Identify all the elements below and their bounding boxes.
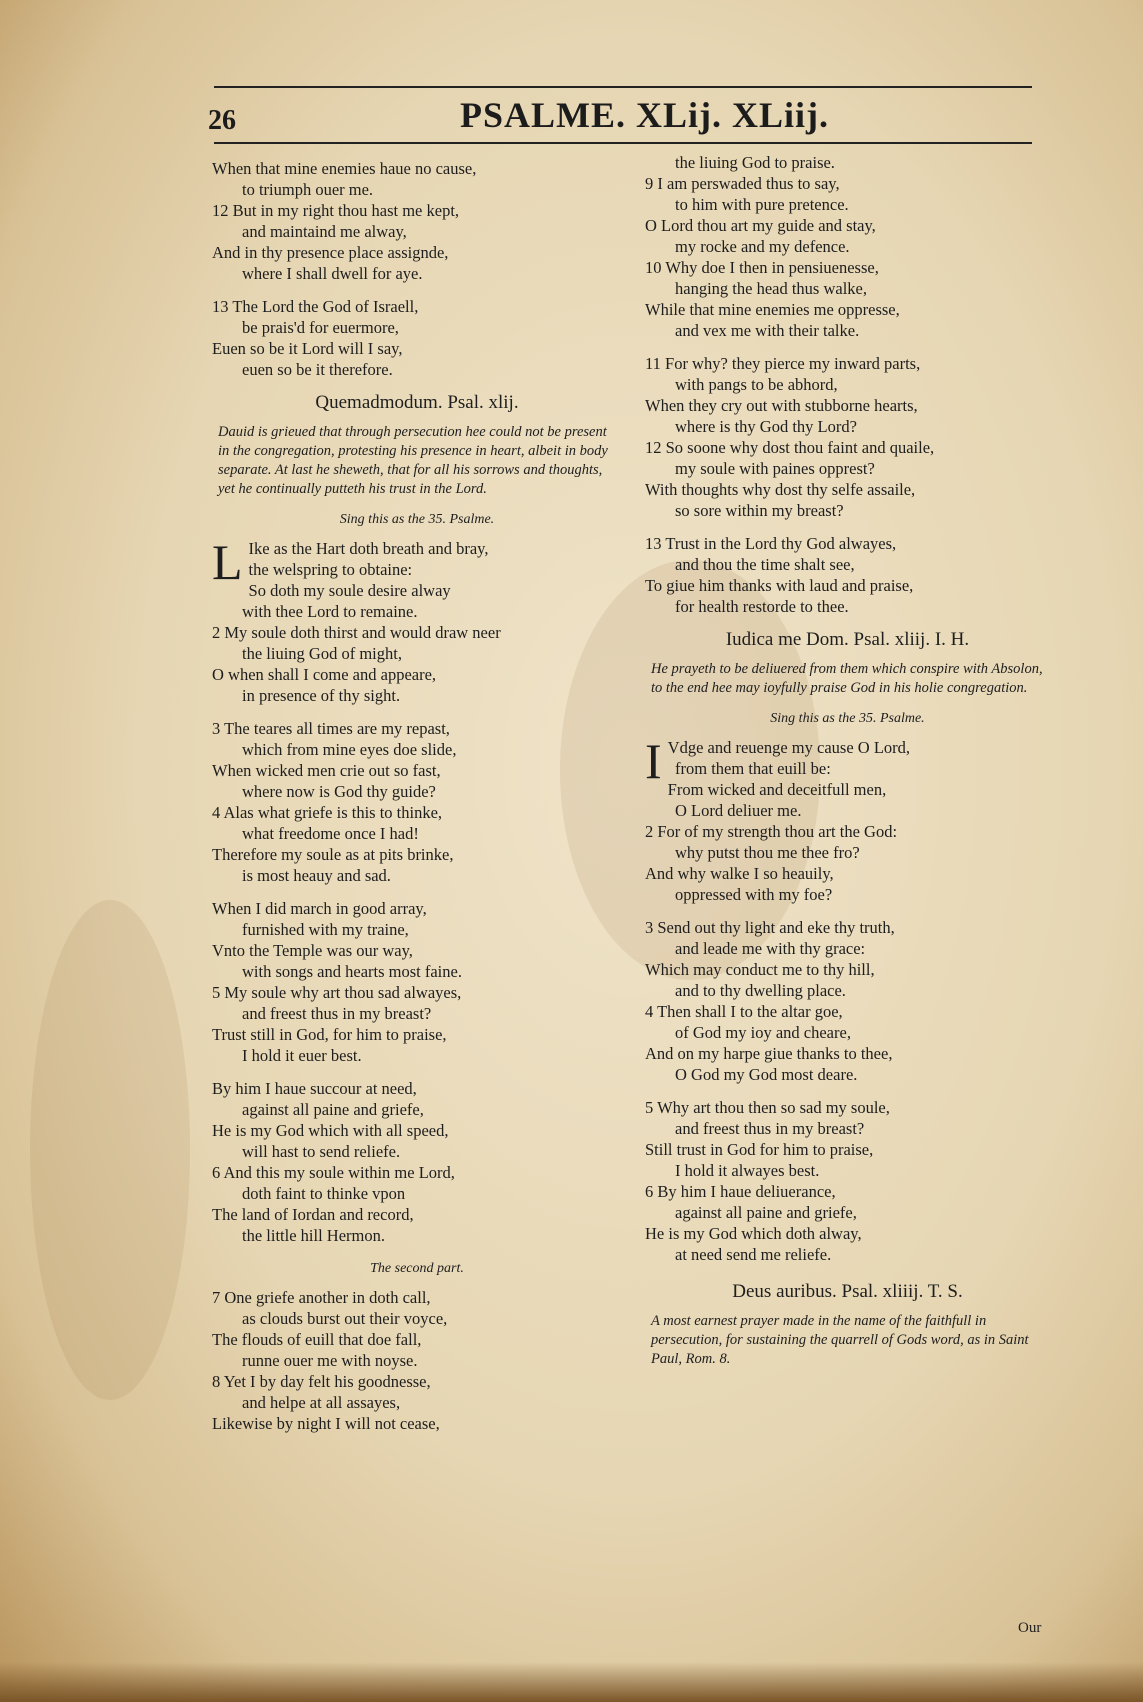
verse-line: 4 Alas what griefe is this to thinke,: [212, 803, 443, 822]
psalm-42-tune: Sing this as the 35. Psalme.: [339, 512, 495, 527]
page-edge: [0, 1662, 1143, 1702]
verse-line: 10 Why doe I then in pensiuenesse,: [645, 258, 879, 277]
second-part-heading: The second part.: [370, 1261, 464, 1276]
verse-line: the liuing God of might,: [242, 644, 402, 663]
verse-line: and to thy dwelling place.: [675, 981, 846, 1000]
psalm-42-title: Quemadmodum. Psal. xlij.: [315, 392, 519, 413]
verse-line: 8 Yet I by day felt his goodnesse,: [212, 1372, 431, 1391]
verse-line: With thoughts why dost thy selfe assaile,: [645, 480, 916, 499]
verse-line: By him I haue succour at need,: [212, 1079, 417, 1098]
paper-stain: [30, 900, 190, 1400]
verse-line: Likewise by night I will not cease,: [212, 1414, 440, 1433]
verse-line: and thou the time shalt see,: [675, 555, 855, 574]
verse-line: hanging the head thus walke,: [675, 279, 867, 298]
verse-line: 9 I am perswaded thus to say,: [645, 174, 840, 193]
verse-line: He is my God which with all speed,: [212, 1121, 449, 1140]
verse-line: While that mine enemies me oppresse,: [645, 300, 900, 319]
psalm-44-title: Deus auribus. Psal. xliiij. T. S.: [732, 1281, 963, 1302]
verse-line: I hold it euer best.: [242, 1046, 362, 1065]
verse-line: with songs and hearts most faine.: [242, 962, 462, 981]
verse-line: will hast to send reliefe.: [242, 1142, 401, 1161]
verse-line: 13 The Lord the God of Israell,: [212, 297, 419, 316]
verse-line: The flouds of euill that doe fall,: [212, 1330, 422, 1349]
verse-line: with pangs to be abhord,: [675, 375, 838, 394]
verse-line: 5 Why art thou then so sad my soule,: [645, 1098, 890, 1117]
drop-cap-letter: L: [212, 534, 243, 590]
verse-line: 11 For why? they pierce my inward parts,: [645, 354, 921, 373]
psalm-42-argument: Dauid is grieued that through persecution hee could not be present in the congregation, protesting his presence in heart, albeit in body separate. At last he sheweth, that for all his sorrows and thoughts, yet he continually putteth his trust in the Lord.: [218, 424, 608, 497]
verse-line: my rocke and my defence.: [675, 237, 850, 256]
verse-line: to him with pure pretence.: [675, 195, 849, 214]
stanza-gap: [212, 1066, 622, 1078]
verse-line: 7 One griefe another in doth call,: [212, 1288, 431, 1307]
psalm-43-argument: He prayeth to be deliuered from them which conspire with Absolon, to the end hee may ioyfully praise God in his holie congregation.: [651, 661, 1043, 696]
header-rule-bottom: [214, 142, 1032, 144]
psalm-43-tune: Sing this as the 35. Psalme.: [770, 711, 925, 726]
right-column: [645, 152, 1050, 1369]
verse-line: and leade me with thy grace:: [675, 939, 866, 958]
verse-line: He is my God which doth alway,: [645, 1224, 862, 1243]
page-number: 26: [208, 105, 236, 136]
verse-line: When wicked men crie out so fast,: [212, 761, 441, 780]
verse-line: where I shall dwell for aye.: [242, 264, 423, 283]
verse-line: with thee Lord to remaine.: [242, 602, 418, 621]
verse-line: and maintaind me alway,: [242, 222, 407, 241]
verse-line: against all paine and griefe,: [242, 1100, 424, 1119]
verse-line: 6 And this my soule within me Lord,: [212, 1163, 455, 1182]
verse-line: 5 My soule why art thou sad alwayes,: [212, 983, 462, 1002]
psalm-42-second-part: [212, 1287, 622, 1434]
verse-line: Still trust in God for him to praise,: [645, 1140, 874, 1159]
verse-line: where now is God thy guide?: [242, 782, 436, 801]
stanza-gap: [645, 341, 1050, 353]
verse-line: And why walke I so heauily,: [645, 864, 834, 883]
stanza-gap: [645, 1085, 1050, 1097]
verse-line: From wicked and deceitfull men,: [667, 780, 887, 799]
verse-line: And in thy presence place assignde,: [212, 243, 449, 262]
verse-line: for health restorde to thee.: [675, 597, 849, 616]
header-rule-top: [214, 86, 1032, 88]
verse-line: is most heauy and sad.: [242, 866, 391, 885]
verse-line: 2 My soule doth thirst and would draw neer: [212, 623, 501, 642]
verse-line: 13 Trust in the Lord thy God alwayes,: [645, 534, 897, 553]
verse-line: 3 The teares all times are my repast,: [212, 719, 450, 738]
verse-line: the welspring to obtaine:: [248, 560, 413, 579]
verse-line: and freest thus in my breast?: [675, 1119, 865, 1138]
verse-line: where is thy God thy Lord?: [675, 417, 857, 436]
left-column: [212, 158, 622, 1434]
psalm-43-verses: [645, 733, 1050, 1265]
verse-line: Vdge and reuenge my cause O Lord,: [667, 738, 911, 757]
verse-line: Euen so be it Lord will I say,: [212, 339, 403, 358]
verse-line: be prais'd for euermore,: [242, 318, 399, 337]
verse-line: the liuing God to praise.: [675, 153, 835, 172]
stanza-gap: [212, 284, 622, 296]
verse-line: from them that euill be:: [675, 759, 831, 778]
psalm-44-argument: A most earnest prayer made in the name of the faithfull in persecution, for sustaining the quarrell of Gods word, as in Saint Paul, Rom. 8.: [651, 1313, 1029, 1367]
verse-line: When I did march in good array,: [212, 899, 427, 918]
verse-line: 12 But in my right thou hast me kept,: [212, 201, 460, 220]
verse-line: and helpe at all assayes,: [242, 1393, 401, 1412]
verse-line: To giue him thanks with laud and praise,: [645, 576, 914, 595]
verse-line: 6 By him I haue deliuerance,: [645, 1182, 836, 1201]
verse-line: the little hill Hermon.: [242, 1226, 385, 1245]
stanza-gap: [212, 886, 622, 898]
verse-line: oppressed with my foe?: [675, 885, 833, 904]
verse-line: O God my God most deare.: [675, 1065, 858, 1084]
stanza-gap: [212, 706, 622, 718]
verse-line: O Lord deliuer me.: [675, 801, 802, 820]
verse-line: runne ouer me with noyse.: [242, 1351, 418, 1370]
psalm-42-verses: [212, 534, 622, 1246]
verse-line: against all paine and griefe,: [675, 1203, 857, 1222]
verse-line: to triumph ouer me.: [242, 180, 374, 199]
verse-line: Which may conduct me to thy hill,: [645, 960, 875, 979]
verse-line: I hold it alwayes best.: [675, 1161, 820, 1180]
verse-line: in presence of thy sight.: [242, 686, 401, 705]
verse-line: doth faint to thinke vpon: [242, 1184, 406, 1203]
verse-line: why putst thou me thee fro?: [675, 843, 860, 862]
verse-line: which from mine eyes doe slide,: [242, 740, 457, 759]
psalm-43-title: Iudica me Dom. Psal. xliij. I. H.: [725, 629, 970, 650]
verse-line: Trust still in God, for him to praise,: [212, 1025, 447, 1044]
verse-line: O when shall I come and appeare,: [212, 665, 437, 684]
verse-line: 2 For of my strength thou art the God:: [645, 822, 898, 841]
verse-line: of God my ioy and cheare,: [675, 1023, 851, 1042]
stanza-gap: [645, 521, 1050, 533]
verse-line: 4 Then shall I to the altar goe,: [645, 1002, 843, 1021]
verse-line: O Lord thou art my guide and stay,: [645, 216, 876, 235]
psalm-42-continuation: [212, 158, 622, 380]
verse-line: 12 So soone why dost thou faint and quaile,: [645, 438, 935, 457]
verse-line: at need send me reliefe.: [675, 1245, 832, 1264]
verse-line: Therefore my soule as at pits brinke,: [212, 845, 454, 864]
verse-line: and vex me with their talke.: [675, 321, 860, 340]
stanza-gap: [645, 905, 1050, 917]
verse-line: When that mine enemies haue no cause,: [212, 159, 477, 178]
verse-line: my soule with paines opprest?: [675, 459, 875, 478]
verse-line: Vnto the Temple was our way,: [212, 941, 413, 960]
verse-line: euen so be it therefore.: [242, 360, 393, 379]
verse-line: When they cry out with stubborne hearts,: [645, 396, 918, 415]
catchword: Our: [1018, 1620, 1042, 1636]
verse-line: The land of Iordan and record,: [212, 1205, 414, 1224]
verse-line: So doth my soule desire alway: [248, 581, 451, 600]
verse-line: And on my harpe giue thanks to thee,: [645, 1044, 893, 1063]
verse-line: and freest thus in my breast?: [242, 1004, 432, 1023]
drop-cap-letter: I: [645, 733, 662, 789]
page-title: PSALME. XLij. XLiij.: [460, 95, 830, 135]
psalm-42-end: [645, 152, 1050, 617]
verse-line: as clouds burst out their voyce,: [242, 1309, 448, 1328]
verse-line: 3 Send out thy light and eke thy truth,: [645, 918, 895, 937]
verse-line: Ike as the Hart doth breath and bray,: [248, 539, 489, 558]
verse-line: furnished with my traine,: [242, 920, 409, 939]
verse-line: so sore within my breast?: [675, 501, 844, 520]
verse-line: what freedome once I had!: [242, 824, 419, 843]
